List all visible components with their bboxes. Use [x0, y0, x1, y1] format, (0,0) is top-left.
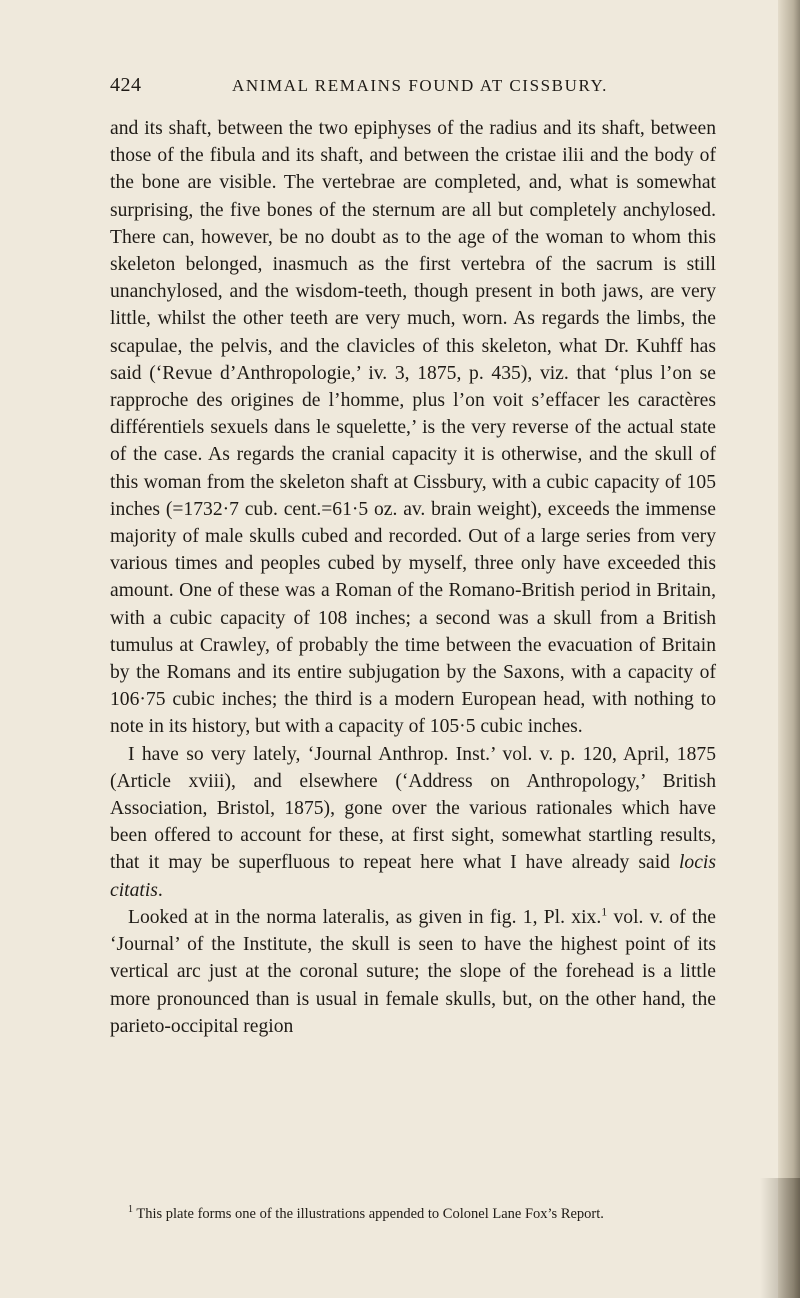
paragraph-3 [110, 904, 716, 1040]
footnote-reference[interactable]: 1 [601, 904, 608, 919]
paragraph-2 [110, 741, 716, 904]
footnote [110, 1205, 716, 1223]
footnote-text: This plate forms one of the illustrations appended to Colonel Lane Fox’s Report. [133, 1206, 604, 1222]
running-head: ANIMAL REMAINS FOUND AT CISSBURY. [232, 76, 609, 95]
paragraph-3-text: Looked at in the norma lateralis, as given in fig. 1, Pl. xix. [128, 906, 602, 928]
footnote-mark: 1 [128, 1204, 133, 1216]
page-number: 424 [110, 74, 142, 96]
paragraph-2-text: I have so very lately, ‘Journal Anthrop. Inst.’ vol. v. p. 120, April, 1875 (Article xviii), and elsewhere (‘Address on Anthropology,’ British Association, Bristol, 1875), gone over the various rationales which have been offered to account for these, at first sight, somewhat startling results, that it may be superfluous to repeat here what I have already said [110, 743, 716, 874]
paragraph-3-rest: vol. v. of the ‘Journal’ of the Institute, the skull is seen to have the highest point of its vertical arc just at the coronal suture; the slope of the forehead is a little more pronounced than is usual in female skulls, but, on the other hand, the parieto-occipital region [110, 906, 716, 1037]
page-corner-shadow [760, 1178, 800, 1298]
page-header [110, 74, 710, 98]
paragraph-2-italic: locis citatis [110, 852, 716, 901]
body-text [110, 115, 716, 1040]
paragraph-1: and its shaft, between the two epiphyses of the radius and its shaft, between those of the fibula and its shaft, and between the cristae ilii and the body of the bone are visible. The vertebrae are completed, and, what is somewhat surprising, the five bones of the sternum are all but completely anchylosed. There can, however, be no doubt as to the age of the woman to whom this skeleton belonged, inasmuch as the first vertebra of the sacrum is still unanchylosed, and the wisdom-teeth, though present in both jaws, are very little, whilst the other teeth are very much, worn. As regards the limbs, the scapulae, the pelvis, and the clavicles of this skeleton, what Dr. Kuhff has said (‘Revue d’Anthropologie,’ iv. 3, 1875, p. 435), viz. that ‘plus l’on se rapproche des origines de l’homme, plus l’on voit s’effacer les caractères différentiels sexuels dans le squelette,’ is the very reverse of the actual state of the case. As regards the cranial capacity it is otherwise, and the skull of this woman from the skeleton shaft at Cissbury, with a cubic capacity of 105 inches (=1732·7 cub. cent.=61·5 oz. av. brain weight), exceeds the immense majority of male skulls cubed and recorded. Out of a large series from very various times and peoples cubed by myself, three only have exceeded this amount. One of these was a Roman of the Romano-British period in Britain, with a cubic capacity of 108 inches; a second was a skull from a British tumulus at Crawley, of probably the time between the evacuation of Britain by the Romans and its entire subjugation by the Saxons, with a capacity of 106·75 cubic inches; the third is a modern European head, with nothing to note in its history, but with a capacity of 105·5 cubic inches. [110, 118, 716, 738]
paragraph-2-end: . [157, 879, 163, 901]
page-edge-shadow [778, 0, 800, 1298]
